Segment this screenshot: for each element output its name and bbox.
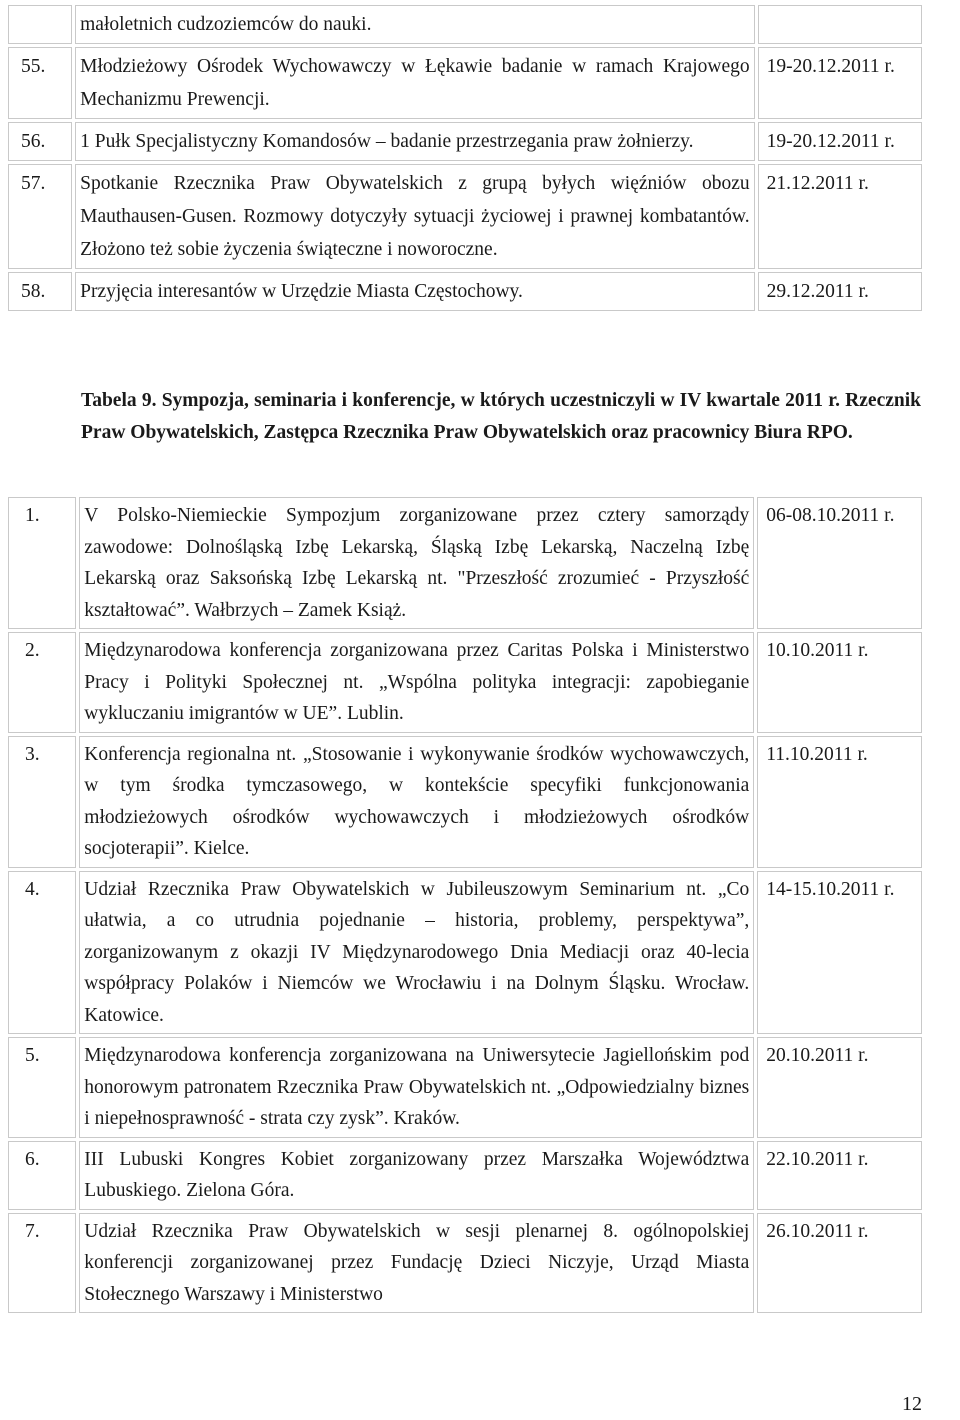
row-date: 20.10.2011 r. — [757, 1037, 922, 1138]
row-date: 11.10.2011 r. — [757, 736, 922, 868]
row-number: 57. — [8, 164, 72, 269]
row-number: 1. — [8, 497, 76, 629]
row-description: III Lubuski Kongres Kobiet zorganizowany przez Marszałka Województwa Lubuskiego. Zielona Góra. — [79, 1141, 754, 1210]
row-description: małoletnich cudzoziemców do nauki. — [75, 5, 754, 44]
row-date: 19-20.12.2011 r. — [758, 122, 922, 161]
row-description: Spotkanie Rzecznika Praw Obywatelskich z grupą byłych więźniów obozu Mauthausen-Gusen. Rozmowy dotyczyły sytuacji życiowej i prawnej kombatantów. Złożono też sobie życzenia świąteczne i noworoczne. — [75, 164, 754, 269]
row-number: 5. — [8, 1037, 76, 1138]
row-number-cell — [8, 5, 72, 44]
row-description: V Polsko-Niemieckie Sympozjum zorganizowane przez cztery samorządy zawodowe: Dolnośląską Izbę Lekarską, Śląską Izbę Lekarską, Naczelną Izbę Lekarską oraz Saksońską Izbę Lekarską nt. "Przeszłość zrozumieć - Przyszłość kształtować”. Wałbrzych – Zamek Książ. — [79, 497, 754, 629]
table-row — [8, 1141, 922, 1210]
table-row — [8, 47, 922, 119]
table-row — [8, 272, 922, 311]
row-description: Udział Rzecznika Praw Obywatelskich w Jubileuszowym Seminarium nt. „Co ułatwia, a co utrudnia pojednanie – historia, problemy, perspektywa”, zorganizowanym z okazji IV Międzynarodowego Dnia Mediacji oraz 40-lecia współpracy Polaków i Niemców we Wrocławiu i na Dolnym Śląsku. Wrocław. Katowice. — [79, 871, 754, 1035]
row-date: 14-15.10.2011 r. — [757, 871, 922, 1035]
row-description: 1 Pułk Specjalistyczny Komandosów – badanie przestrzegania praw żołnierzy. — [75, 122, 754, 161]
row-number: 58. — [8, 272, 72, 311]
row-date: 10.10.2011 r. — [757, 632, 922, 733]
page-number: 12 — [902, 1393, 922, 1415]
top-table — [5, 2, 925, 314]
row-date: 29.12.2011 r. — [758, 272, 922, 311]
row-date: 21.12.2011 r. — [758, 164, 922, 269]
row-date: 26.10.2011 r. — [757, 1213, 922, 1314]
row-date: 06-08.10.2011 r. — [757, 497, 922, 629]
table-row — [8, 164, 922, 269]
row-number: 4. — [8, 871, 76, 1035]
table-row — [8, 1213, 922, 1314]
table-row — [8, 871, 922, 1035]
table-caption: Tabela 9. Sympozja, seminaria i konferencje, w których uczestniczyli w IV kwartale 2011 r. Rzecznik Praw Obywatelskich, Zastępca Rzecznika Praw Obywatelskich oraz pracownicy Biura RPO. — [81, 390, 921, 443]
events-table — [5, 494, 925, 1316]
row-description: Młodzieżowy Ośrodek Wychowawczy w Łękawie badanie w ramach Krajowego Mechanizmu Prewencji. — [75, 47, 754, 119]
row-description: Międzynarodowa konferencja zorganizowana przez Caritas Polska i Ministerstwo Pracy i Polityki Społecznej nt. „Wspólna polityka integracji: zapobieganie wykluczaniu imigrantów w UE”. Lublin. — [79, 632, 754, 733]
table-row — [8, 736, 922, 868]
row-number: 2. — [8, 632, 76, 733]
row-description: Konferencja regionalna nt. „Stosowanie i wykonywanie środków wychowawczych, w tym środka tymczasowego, w kontekście specyfiki funkcjonowania młodzieżowych ośrodków wychowawczych i młodzieżowych ośrodków socjoterapii”. Kielce. — [79, 736, 754, 868]
row-number: 7. — [8, 1213, 76, 1314]
table-row — [8, 497, 922, 629]
row-description: Przyjęcia interesantów w Urzędzie Miasta Częstochowy. — [75, 272, 754, 311]
row-description: Udział Rzecznika Praw Obywatelskich w sesji plenarnej 8. ogólnopolskiej konferencji zorganizowanej przez Fundację Dzieci Niczyje, Urząd Miasta Stołecznego Warszawy i Ministerstwo — [79, 1213, 754, 1314]
row-date: 19-20.12.2011 r. — [758, 47, 922, 119]
row-date: 22.10.2011 r. — [757, 1141, 922, 1210]
row-date-cell — [758, 5, 922, 44]
row-number: 3. — [8, 736, 76, 868]
row-description: Międzynarodowa konferencja zorganizowana na Uniwersytecie Jagiellońskim pod honorowym patronatem Rzecznika Praw Obywatelskich nt. „Odpowiedzialny biznes i niepełnosprawność - strata czy zysk”. Kraków. — [79, 1037, 754, 1138]
row-number: 56. — [8, 122, 72, 161]
table-row — [8, 122, 922, 161]
row-number: 6. — [8, 1141, 76, 1210]
table-row — [8, 1037, 922, 1138]
table-row — [8, 5, 922, 44]
row-number: 55. — [8, 47, 72, 119]
table-row — [8, 632, 922, 733]
